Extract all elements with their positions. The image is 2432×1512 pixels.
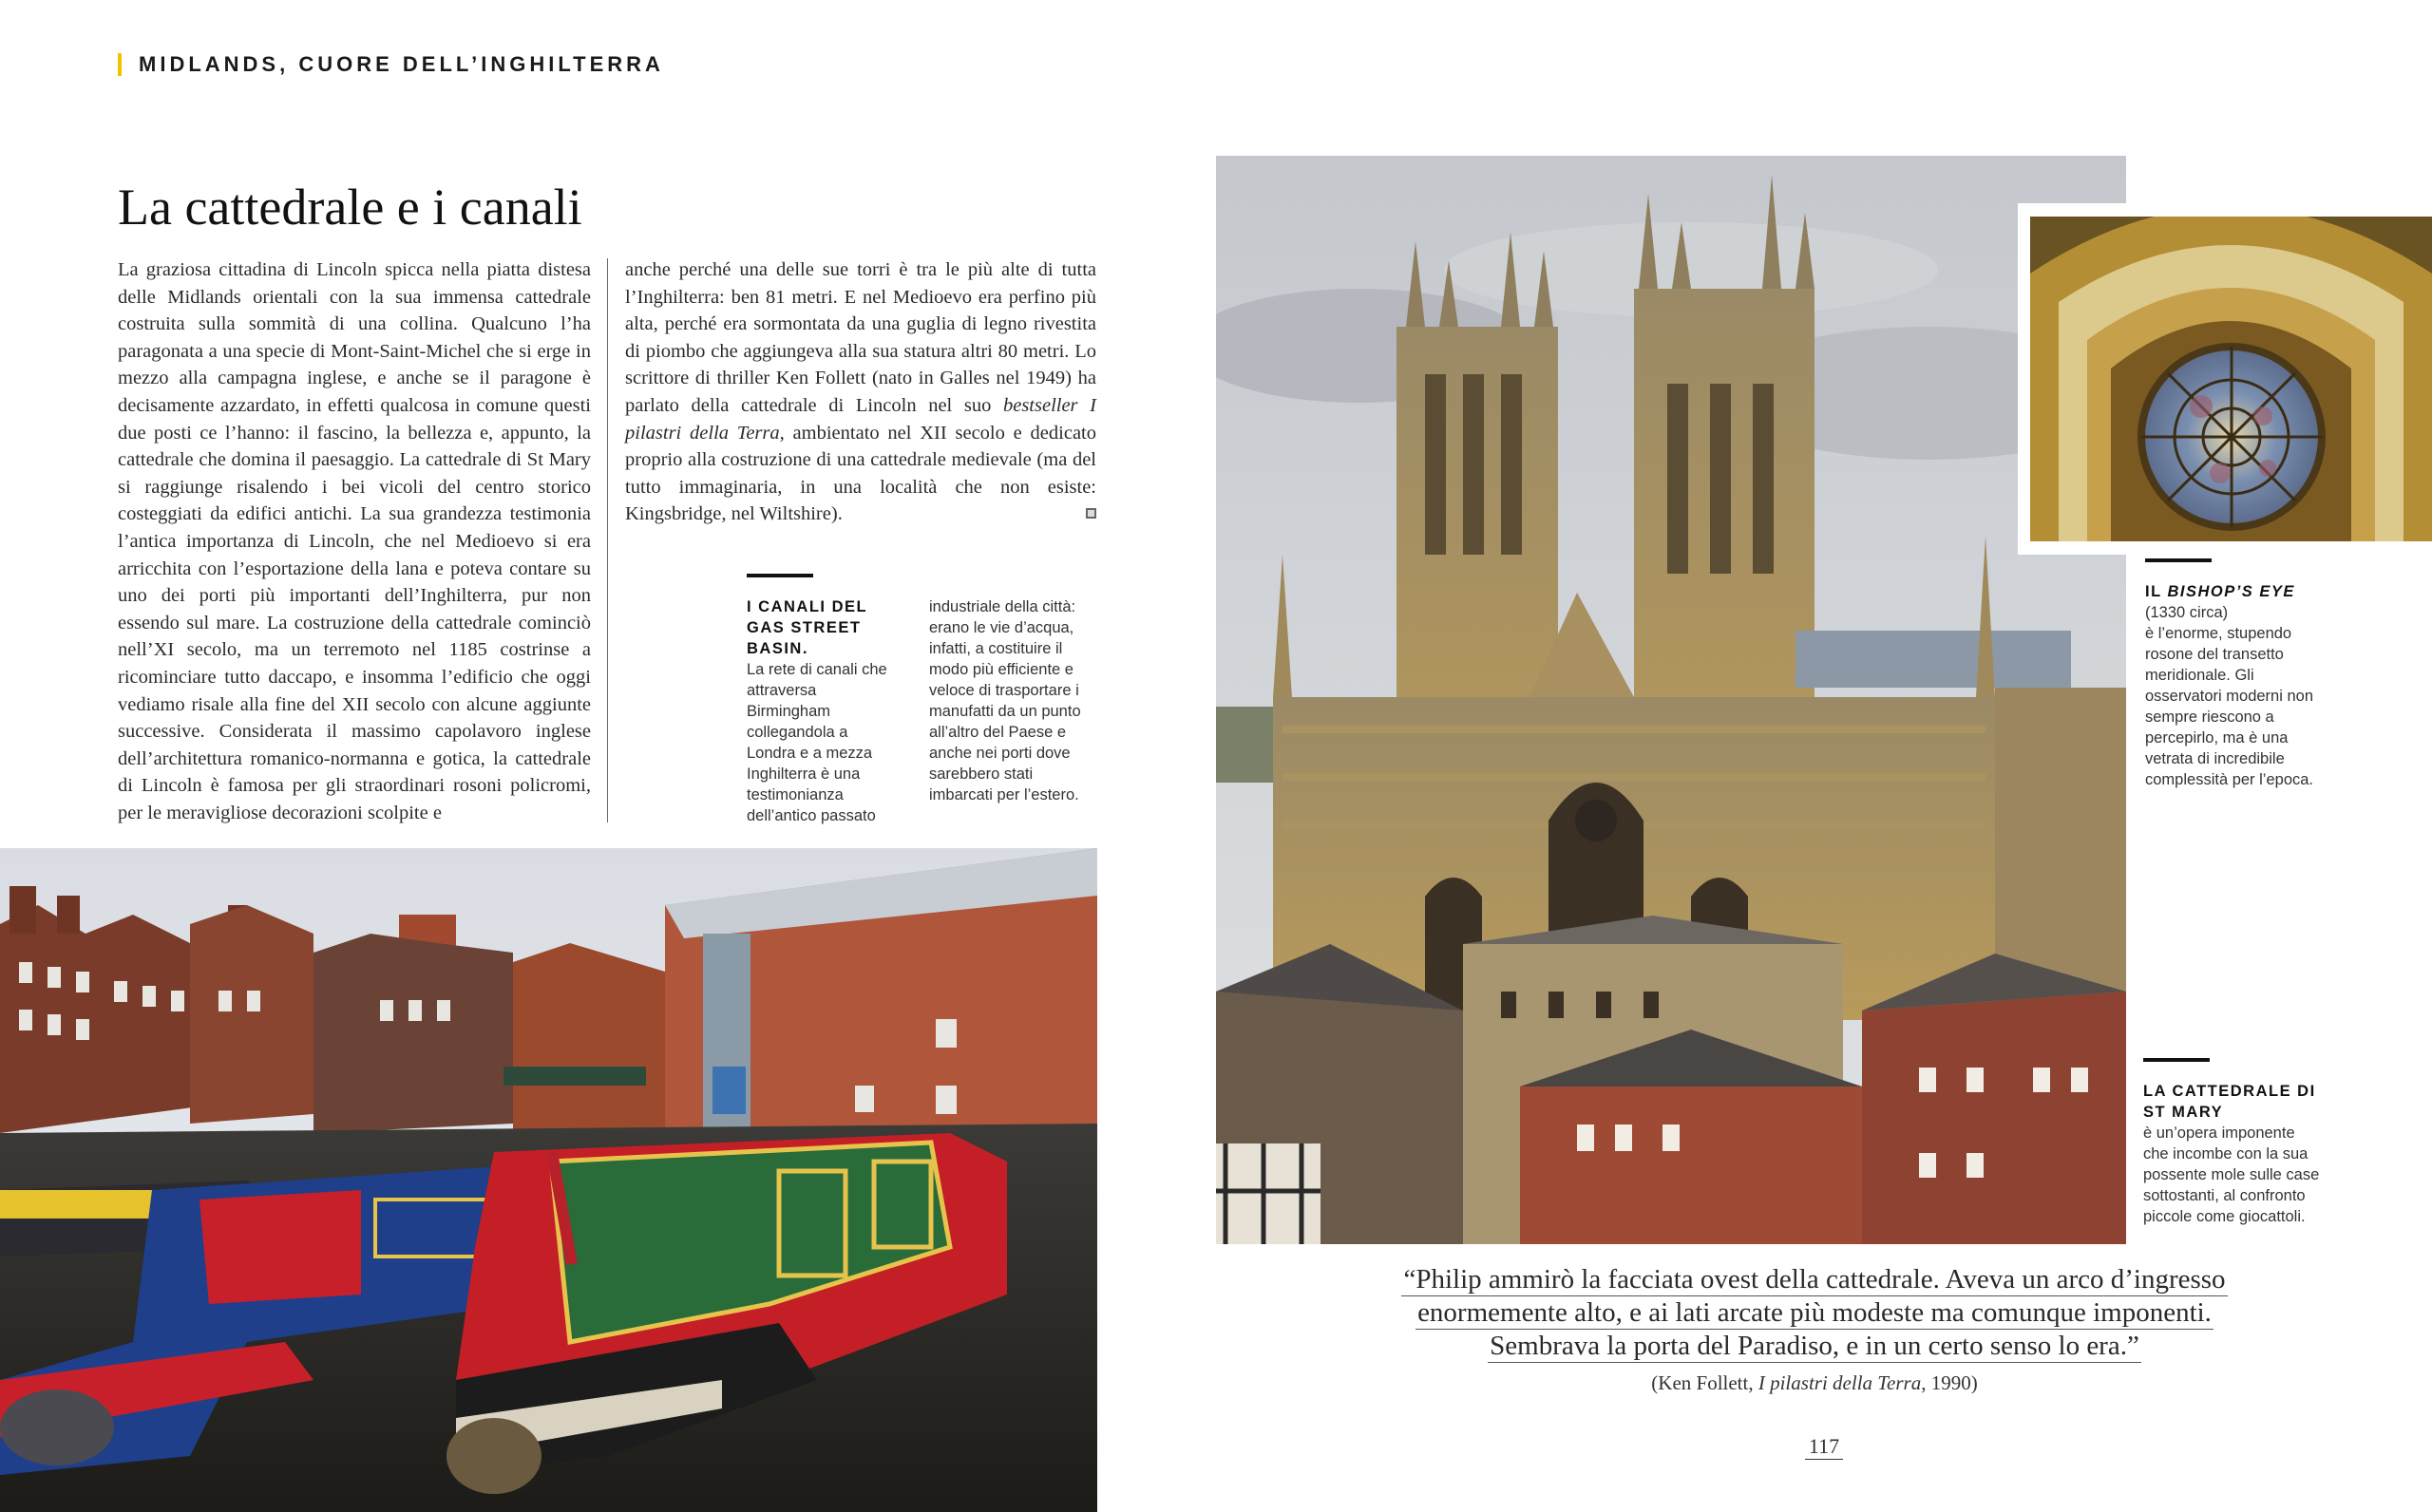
- article-column-1: La graziosa cittadina di Lincoln spicca nella piatta distesa delle Midlands orientali con la sua immensa cattedrale costruita sulla sommità di una collina. Qualcuno l’ha paragonata a una specie di Mont-Saint-Michel che si erge in mezzo alla campagna inglese, e anche se il paragone è decisamente azzardato, in effetti qualcosa in comune questi due posti ce l’hanno: il fascino, la bellezza e, appunto, la cattedrale che domina il paesaggio. La cattedrale di St Mary si raggiunge risalendo i bei vicoli del centro storico costeggiati da edifici antichi. La sua grandezza testimonia l’antica importanza di Lincoln, che nel Medioevo si era arricchita con l’esportazione della lana e poteva contare su uno dei porti più importanti dell’Inghilterra, pur non essendo sul mare. La costruzione della cattedrale cominciò nell’XI secolo, ma un terremoto nel 1185 costrinse a ricominciare tutto daccapo, e insomma l’edificio che oggi vediamo risale alla fine del XII secolo con alcune aggiunte successive. Considerata il massimo capolavoro inglese dell’architettura romanico-normanna e gotica, la cattedrale di Lincoln è famosa per gli straordinari rosoni policromi, per le meravigliose decorazioni scolpite e: [118, 259, 591, 823]
- caption-cattedrale-text: è un’opera imponente che incombe con la sua possente mole sulle case sottostanti, al confronto piccole come giocattoli.: [2143, 1125, 2320, 1225]
- lincoln-cathedral-photo: [1216, 156, 2126, 1244]
- pull-quote-line-2: enormemente alto, e ai lati arcate più modeste ma comunque imponenti.: [1417, 1297, 2212, 1328]
- end-of-article-mark: [1086, 508, 1096, 519]
- caption-bishop-heading-italic: BISHOP’S EYE: [2167, 583, 2295, 600]
- caption-bishop-heading-prefix: IL: [2145, 583, 2168, 600]
- caption-bishop-date: (1330 circa): [2145, 604, 2229, 621]
- caption-cattedrale: [2143, 1081, 2324, 1227]
- quote-source-book-title: I pilastri della Terra: [1758, 1371, 1922, 1394]
- caption-rule-canali: [747, 574, 813, 577]
- caption-rule-bishop: [2145, 558, 2212, 562]
- page-number: 117: [1805, 1434, 1843, 1460]
- caption-cattedrale-heading: LA CATTEDRALE DI ST MARY: [2143, 1083, 2316, 1121]
- pull-quote-line-3: Sembrava la porta del Paradiso, e in un certo senso lo era.”: [1490, 1331, 2139, 1361]
- article-column-2-text-a: anche perché una delle sue torri è tra le più alte di tutta l’Inghilterra: ben 81 metri. E nel Medioevo era perfino più alta, perché era sormontata da una guglia di legno rivestita di piombo che aggiungeva alla sua statura altri 80 metri. Lo scrittore di thriller Ken Follett (nato in Galles nel 1949) ha parlato della cattedrale di Lincoln nel suo: [625, 259, 1096, 416]
- caption-rule-cattedrale: [2143, 1058, 2210, 1062]
- pull-quote-line-1: “Philip ammirò la facciata ovest della cattedrale. Aveva un arco d’ingresso: [1403, 1264, 2226, 1295]
- pull-quote: [1320, 1263, 2308, 1363]
- article-column-2-text-b: , ambientato nel XII secolo e dedicato proprio alla costruzione di una cattedrale medievale (ma del tutto immaginaria, in una località che non esiste: Kingsbridge, nel Wiltshire).: [625, 422, 1096, 525]
- article-title: La cattedrale e i canali: [118, 179, 582, 236]
- caption-canali-text-a: La rete di canali che attraversa Birmingham collegandola a Londra e a mezza Inghilterra è una testimonianza dell’antico passato: [747, 661, 887, 824]
- article-column-2: [625, 256, 1096, 528]
- canal-boats-photo: [0, 848, 1097, 1512]
- column-divider: [607, 258, 608, 822]
- caption-bishops-eye: [2145, 581, 2316, 790]
- quote-source-prefix: (Ken Follett,: [1651, 1371, 1758, 1394]
- caption-bishop-text: è l’enorme, stupendo rosone del transetto meridionale. Gli osservatori moderni non sempre riescono a percepirlo, ma è una vetrata di incredibile complessità per l’epoca.: [2145, 625, 2314, 788]
- running-head: MIDLANDS, CUORE DELL’INGHILTERRA: [118, 53, 664, 76]
- bishops-eye-rose-window-photo: [2030, 217, 2432, 541]
- pull-quote-source: [1320, 1371, 2308, 1395]
- quote-source-year: , 1990): [1921, 1371, 1978, 1394]
- caption-canali-heading: I CANALI DEL GAS STREET BASIN.: [747, 598, 867, 657]
- caption-canali-continued: industriale della città: erano le vie d’acqua, infatti, a costituire il modo più efficiente e veloce di trasportare i manufatti da un punto all’altro del Paese e anche nei porti dove sarebbero stati imbarcati per l’estero.: [929, 598, 1081, 803]
- caption-canali: [747, 596, 889, 826]
- book-title-italic: bestseller I pilastri della Terra: [625, 394, 1096, 444]
